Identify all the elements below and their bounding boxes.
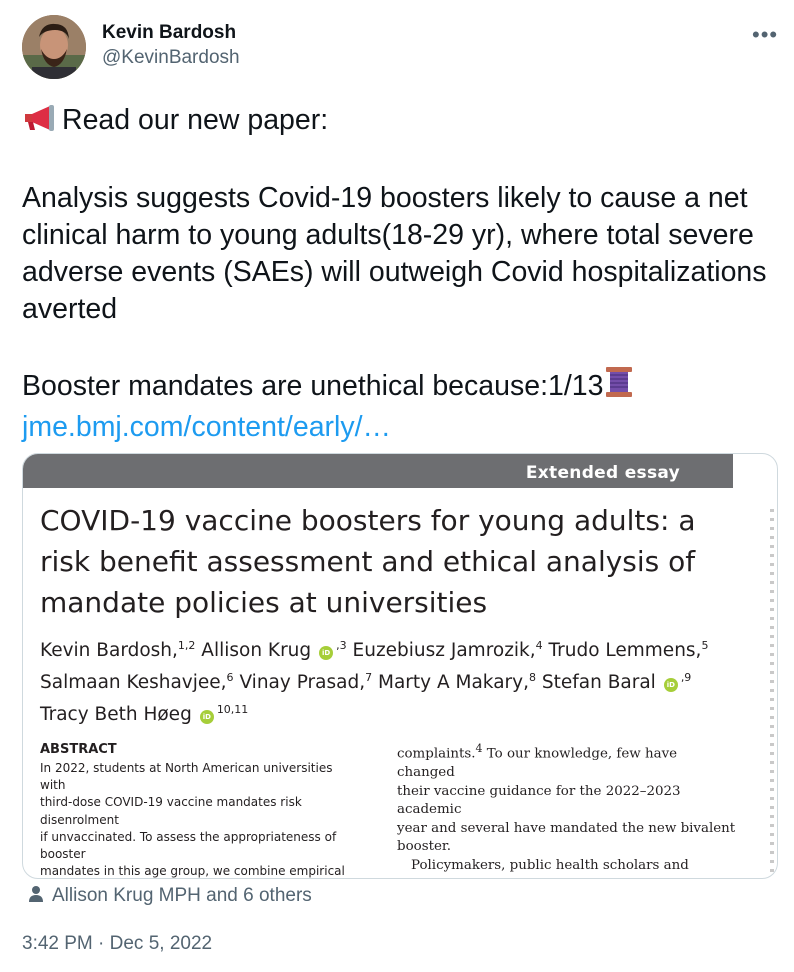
- person-icon: [28, 885, 44, 909]
- abstract-text: In 2022, students at North American universities with third-dose COVID-19 vaccine mandates risk disenrolment if unvaccinated. To assess the appropriateness of booster mandates in this age group, we combine empirical: [40, 761, 345, 879]
- megaphone-icon: [22, 103, 62, 143]
- tweet-line-3: Booster mandates are unethical because:1/13: [22, 370, 604, 402]
- author-name[interactable]: Kevin Bardosh: [102, 22, 237, 43]
- thread-spool-icon: [603, 365, 635, 409]
- tweet-line-1: Read our new paper:: [62, 104, 329, 136]
- tagged-users[interactable]: [28, 885, 312, 909]
- author-handle[interactable]: @KevinBardosh: [102, 47, 240, 68]
- avatar-photo: [22, 15, 86, 79]
- more-options-icon[interactable]: •••: [752, 22, 779, 47]
- essay-badge: Extended essay: [525, 463, 680, 483]
- orcid-icon: iD: [319, 646, 333, 660]
- paper-link[interactable]: jme.bmj.com/content/early/…: [22, 411, 392, 443]
- tweet-body: Analysis suggests Covid-19 boosters likely to cause a net clinical harm to young adults(18-29 yr), where total severe adverse events (SAEs) will outweigh Covid hospitalizations averted: [22, 182, 767, 325]
- avatar[interactable]: [22, 15, 86, 79]
- essay-banner: [23, 454, 733, 488]
- paper-authors: Kevin Bardosh,$^{1,2}$ Allison Krug $iD^{,3}$ Euzebiusz Jamrozik,$^4$ Trudo Lemmens,$^5$ Salmaan Keshavjee,$^6$ Vinay Prasad,$^7$ Marty A Makary,$^8$ Stefan Baral $iD^{,9}$ Tracy Beth Høeg iD$^{10,11}$: [40, 639, 709, 726]
- tweet-text: [22, 102, 782, 446]
- tweet-timestamp[interactable]: 3:42 PM · Dec 5, 2022: [22, 933, 213, 954]
- paper-body-right-column: complaints.$^4$ To our knowledge, few have changed their vaccine guidance for the 2022–2023 academic year and several have mandated the new bivalent booster. Policymakers, public health scholars and: [397, 742, 736, 874]
- orcid-icon: iD: [200, 710, 214, 724]
- tagged-users-text: Allison Krug MPH and 6 others: [52, 885, 312, 906]
- orcid-icon: iD: [664, 678, 678, 692]
- abstract-heading: ABSTRACT: [40, 742, 117, 757]
- page-edge-marks: [770, 509, 774, 879]
- paper-title: COVID-19 vaccine boosters for young adults: a risk benefit assessment and ethical analysis of mandate policies at universities: [40, 504, 696, 619]
- paper-preview-card[interactable]: [22, 453, 778, 879]
